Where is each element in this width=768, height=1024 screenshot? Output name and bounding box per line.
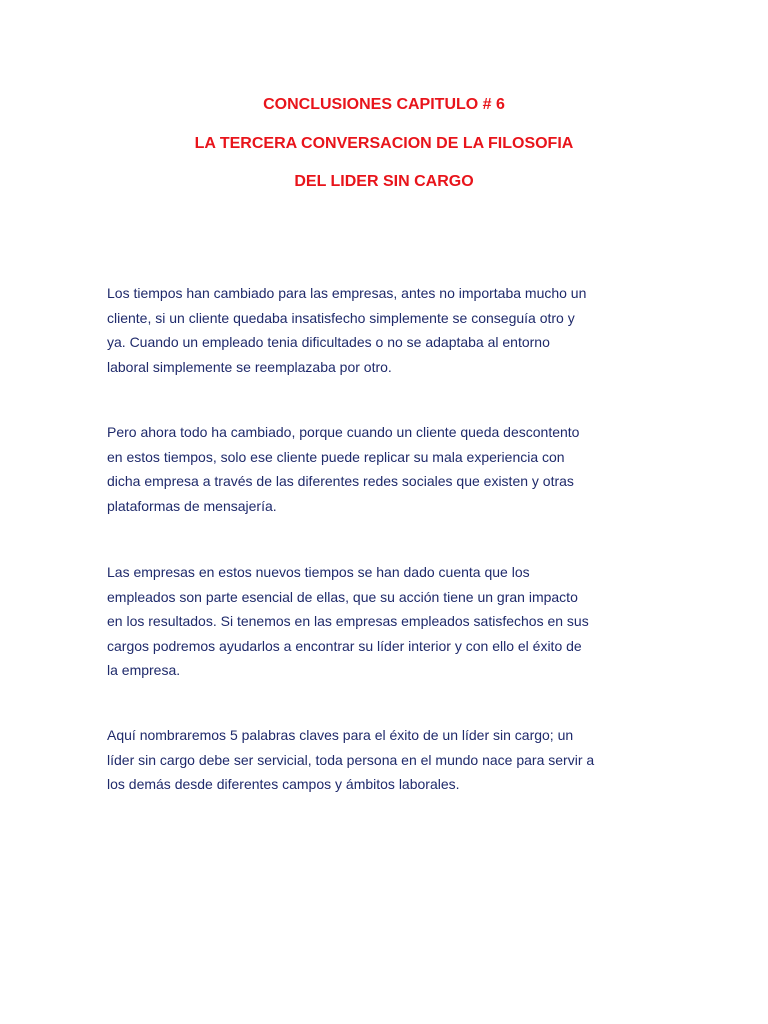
paragraph-line: ya. Cuando un empleado tenia dificultades o no se adaptaba al entorno	[107, 334, 550, 351]
paragraph-1	[107, 281, 667, 379]
paragraph-2	[107, 420, 667, 518]
paragraph-line: Las empresas en estos nuevos tiempos se han dado cuenta que los	[107, 564, 530, 580]
paragraph-line: dicha empresa a través de las diferentes redes sociales que existen y otras	[107, 473, 574, 490]
paragraph-line: la empresa.	[107, 662, 181, 679]
paragraph-line: plataformas de mensajería.	[107, 497, 277, 514]
paragraph-line: cargos podremos ayudarlos a encontrar su líder interior y con ello el éxito de	[107, 637, 582, 654]
paragraph-line: laboral simplemente se reemplazaba por otro.	[107, 358, 392, 375]
paragraph-line: en estos tiempos, solo ese cliente puede replicar su mala experiencia con	[107, 448, 565, 465]
paragraph-line: líder sin cargo debe ser servicial, toda persona en el mundo nace para servir a	[107, 751, 595, 768]
title-line-3: DEL LIDER SIN CARGO	[294, 173, 474, 190]
paragraph-line: en los resultados. Si tenemos en las empresas empleados satisfechos en sus	[107, 613, 589, 630]
paragraph-line: Pero ahora todo ha cambiado, porque cuando un cliente queda descontento	[107, 424, 580, 440]
paragraph-line: los demás desde diferentes campos y ámbitos laborales.	[107, 776, 460, 793]
paragraph-line: empleados son parte esencial de ellas, que su acción tiene un gran impacto	[107, 588, 578, 605]
paragraph-4	[107, 723, 667, 797]
paragraph-line: Aquí nombraremos 5 palabras claves para el éxito de un líder sin cargo; un	[107, 727, 574, 743]
paragraph-line: Los tiempos han cambiado para las empresas, antes no importaba mucho un	[107, 285, 587, 301]
title-line-2: LA TERCERA CONVERSACION DE LA FILOSOFIA	[194, 135, 574, 152]
paragraph-3	[107, 560, 667, 683]
paragraph-line: cliente, si un cliente quedaba insatisfecho simplemente se conseguía otro y	[107, 309, 575, 326]
title-line-1: CONCLUSIONES CAPITULO # 6	[263, 96, 505, 113]
